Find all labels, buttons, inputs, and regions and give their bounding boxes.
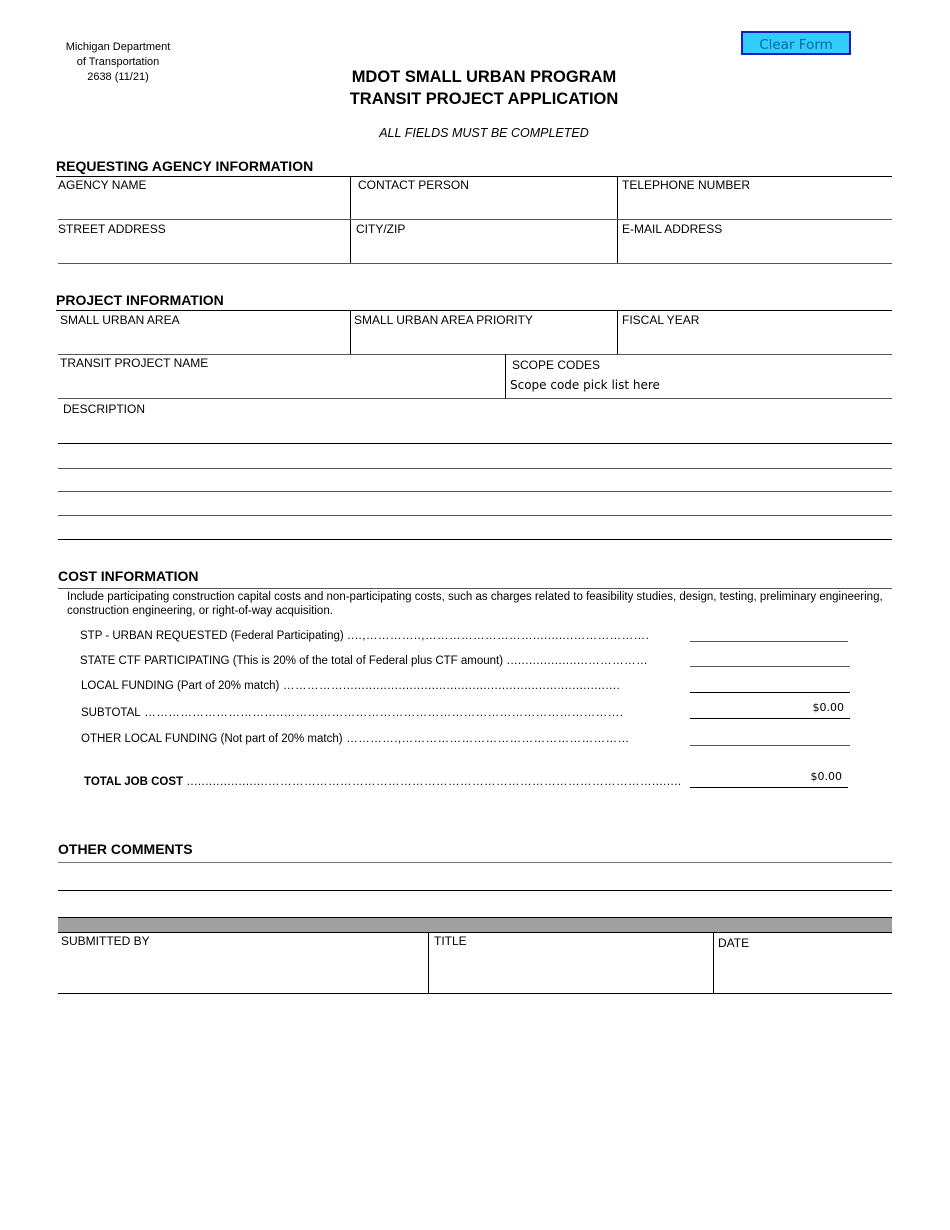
- leader-dots: ………….,…………………………………………………: [342, 733, 630, 745]
- total-job-cost-label: TOTAL JOB COST: [84, 776, 184, 788]
- divider: [690, 787, 848, 788]
- subtotal-value: $0.00: [812, 701, 844, 714]
- area-priority-label: SMALL URBAN AREA PRIORITY: [354, 313, 533, 327]
- department-block: [50, 40, 186, 85]
- email-input[interactable]: [622, 240, 888, 258]
- small-urban-area-input[interactable]: [60, 331, 345, 349]
- agency-name-label: AGENCY NAME: [58, 178, 147, 192]
- divider: [58, 491, 892, 492]
- divider: [350, 310, 351, 354]
- scope-codes-dropdown[interactable]: Scope code pick list here: [510, 378, 660, 392]
- comments-section-title: OTHER COMMENTS: [58, 841, 193, 857]
- project-name-input[interactable]: [60, 375, 500, 393]
- divider: [58, 219, 892, 220]
- divider: [58, 862, 892, 863]
- other-local-amount-input[interactable]: [690, 726, 854, 746]
- street-address-label: STREET ADDRESS: [58, 222, 166, 236]
- divider: [690, 641, 848, 642]
- project-section-title: PROJECT INFORMATION: [56, 292, 224, 308]
- cost-row-local-funding: [81, 680, 683, 692]
- fiscal-year-label: FISCAL YEAR: [622, 313, 700, 327]
- divider: [690, 745, 850, 746]
- street-address-input[interactable]: [60, 240, 345, 258]
- form-title-line1: MDOT SMALL URBAN PROGRAM: [351, 68, 617, 86]
- cost-row-stp: [80, 630, 682, 642]
- total-job-cost-amount: [690, 770, 848, 788]
- description-input[interactable]: [60, 420, 890, 536]
- date-label: DATE: [718, 936, 750, 950]
- title-label: TITLE: [434, 934, 467, 948]
- clear-form-button[interactable]: Clear Form: [741, 31, 851, 55]
- other-comments-input[interactable]: [60, 866, 890, 888]
- description-label: DESCRIPTION: [63, 402, 146, 416]
- divider: [350, 176, 351, 264]
- state-ctf-amount-input[interactable]: [690, 648, 854, 668]
- cost-note: Include participating construction capital costs and non-participating costs, such as charges related to feasibility studies, design, testing, preliminary engineering, construction engineering, or right-of-way acquisition.: [67, 591, 883, 617]
- divider: [505, 354, 506, 398]
- submitted-by-label: SUBMITTED BY: [61, 934, 150, 948]
- total-job-cost-value: $0.00: [810, 770, 842, 783]
- divider: [713, 932, 714, 994]
- date-input[interactable]: [718, 960, 888, 980]
- leader-dots: ……………...........................................................................: [279, 680, 621, 692]
- project-name-label: TRANSIT PROJECT NAME: [60, 356, 209, 370]
- divider: [58, 515, 892, 516]
- divider: [56, 176, 892, 177]
- leader-dots: ……………………………..………………………………………………………………………….: [140, 707, 624, 719]
- divider: [428, 932, 429, 994]
- title-input[interactable]: [434, 960, 708, 980]
- divider: [58, 443, 892, 444]
- telephone-input[interactable]: [622, 196, 888, 214]
- divider: [58, 263, 892, 264]
- stp-amount-input[interactable]: [690, 629, 854, 649]
- cost-row-label: LOCAL FUNDING (Part of 20% match): [81, 680, 280, 692]
- city-zip-input[interactable]: [356, 240, 612, 258]
- contact-person-input[interactable]: [356, 196, 612, 214]
- local-funding-amount-input[interactable]: [690, 673, 854, 693]
- divider: [58, 890, 892, 891]
- cost-row-subtotal: [81, 707, 683, 719]
- form-title-line2: TRANSIT PROJECT APPLICATION: [349, 90, 619, 108]
- divider: [58, 398, 892, 399]
- cost-row-label: STATE CTF PARTICIPATING (This is 20% of the total of Federal plus CTF amount): [80, 655, 504, 667]
- form-title: [250, 66, 718, 110]
- department-name-line1: Michigan Department: [65, 41, 171, 53]
- cost-row-label: STP - URBAN REQUESTED (Federal Participating): [80, 630, 344, 642]
- city-zip-label: CITY/ZIP: [356, 222, 406, 236]
- divider: [690, 718, 850, 719]
- form-number: 2638 (11/21): [87, 71, 149, 83]
- leader-dots: ......................……………………………………………………………………………………........: [183, 776, 682, 788]
- leader-dots: ......................……………: [503, 655, 649, 667]
- fiscal-year-input[interactable]: [622, 331, 888, 349]
- cost-row-label: SUBTOTAL: [81, 707, 141, 719]
- divider: [690, 692, 850, 693]
- cost-row-state-ctf: [80, 655, 682, 667]
- form-instruction: ALL FIELDS MUST BE COMPLETED: [379, 126, 589, 140]
- submitted-by-input[interactable]: [62, 960, 422, 980]
- leader-dots: ....,…………..,………………………...........……………….: [343, 630, 650, 642]
- subtotal-amount: [690, 701, 850, 719]
- agency-section-title: REQUESTING AGENCY INFORMATION: [56, 158, 314, 174]
- small-urban-area-label: SMALL URBAN AREA: [60, 313, 180, 327]
- divider: [58, 588, 892, 589]
- cost-row-total: [84, 776, 682, 788]
- department-name-line2: of Transportation: [76, 56, 160, 68]
- agency-name-input[interactable]: [60, 196, 345, 214]
- divider: [690, 666, 850, 667]
- cost-row-label: OTHER LOCAL FUNDING (Not part of 20% match): [81, 733, 343, 745]
- cost-row-other-local: [81, 733, 683, 745]
- signature-header-bar: [58, 917, 892, 933]
- divider: [617, 176, 618, 264]
- telephone-label: TELEPHONE NUMBER: [622, 178, 751, 192]
- divider: [58, 468, 892, 469]
- divider: [58, 539, 892, 540]
- scope-codes-label: SCOPE CODES: [512, 358, 601, 372]
- divider: [58, 354, 892, 355]
- contact-person-label: CONTACT PERSON: [358, 178, 469, 192]
- divider: [58, 993, 892, 994]
- email-label: E-MAIL ADDRESS: [622, 222, 723, 236]
- divider: [56, 310, 892, 311]
- cost-section-title: COST INFORMATION: [58, 568, 199, 584]
- divider: [617, 310, 618, 354]
- area-priority-input[interactable]: [356, 331, 612, 349]
